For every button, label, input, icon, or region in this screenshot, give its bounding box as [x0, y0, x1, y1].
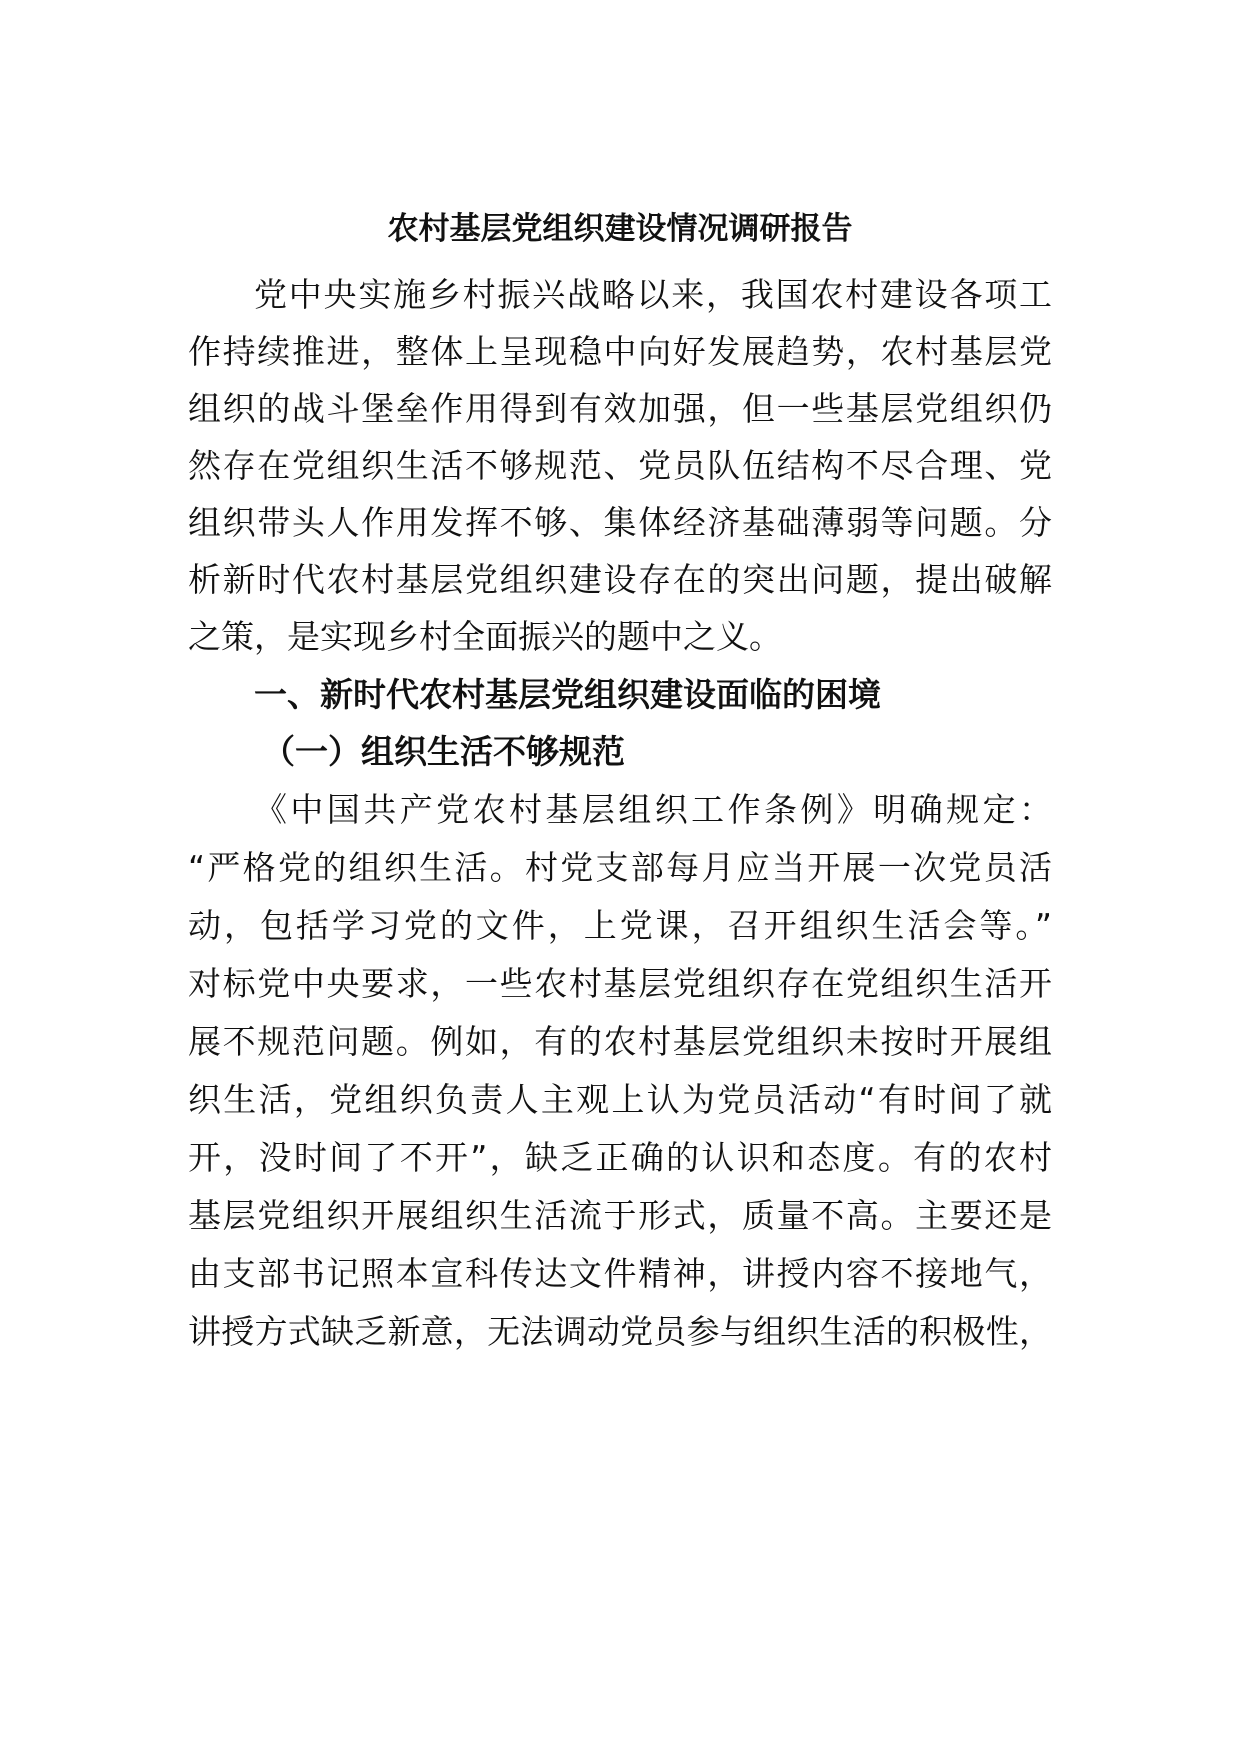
subsection-heading: （一）组织生活不够规范	[262, 732, 625, 771]
paragraph-line: 对标党中央要求，一些农村基层党组织存在党组织生活开	[188, 964, 1052, 1003]
paragraph-line: 由支部书记照本宣科传达文件精神，讲授内容不接地气，	[188, 1254, 1052, 1293]
paragraph-line: 讲授方式缺乏新意，无法调动党员参与组织生活的积极性，	[188, 1312, 1052, 1351]
paragraph-line: 组织带头人作用发挥不够、集体经济基础薄弱等问题。分	[188, 503, 1052, 542]
document-title: 农村基层党组织建设情况调研报告	[387, 211, 853, 247]
section-heading: 一、新时代农村基层党组织建设面临的困境	[254, 675, 881, 714]
paragraph-line: “严格党的组织生活。村党支部每月应当开展一次党员活	[188, 848, 1052, 887]
paragraph-line: 作持续推进，整体上呈现稳中向好发展趋势，农村基层党	[188, 332, 1052, 371]
paragraph-line: 然存在党组织生活不够规范、党员队伍结构不尽合理、党	[188, 446, 1052, 485]
paragraph-line: 组织的战斗堡垒作用得到有效加强，但一些基层党组织仍	[188, 389, 1052, 428]
paragraph-line: 党中央实施乡村振兴战略以来，我国农村建设各项工	[254, 275, 1052, 314]
paragraph-line: 展不规范问题。例如，有的农村基层党组织未按时开展组	[188, 1022, 1052, 1061]
paragraph-line: 织生活，党组织负责人主观上认为党员活动“有时间了就	[188, 1080, 1052, 1119]
paragraph-line: 之策，是实现乡村全面振兴的题中之义。	[188, 617, 782, 656]
paragraph-line: 动，包括学习党的文件，上党课，召开组织生活会等。”	[188, 906, 1052, 945]
paragraph-line: 基层党组织开展组织生活流于形式，质量不高。主要还是	[188, 1196, 1052, 1235]
paragraph-line: 析新时代农村基层党组织建设存在的突出问题，提出破解	[188, 560, 1052, 599]
paragraph-line: 《中国共产党农村基层组织工作条例》明确规定：	[254, 790, 1052, 829]
paragraph-line: 开，没时间了不开”，缺乏正确的认识和态度。有的农村	[188, 1138, 1052, 1177]
